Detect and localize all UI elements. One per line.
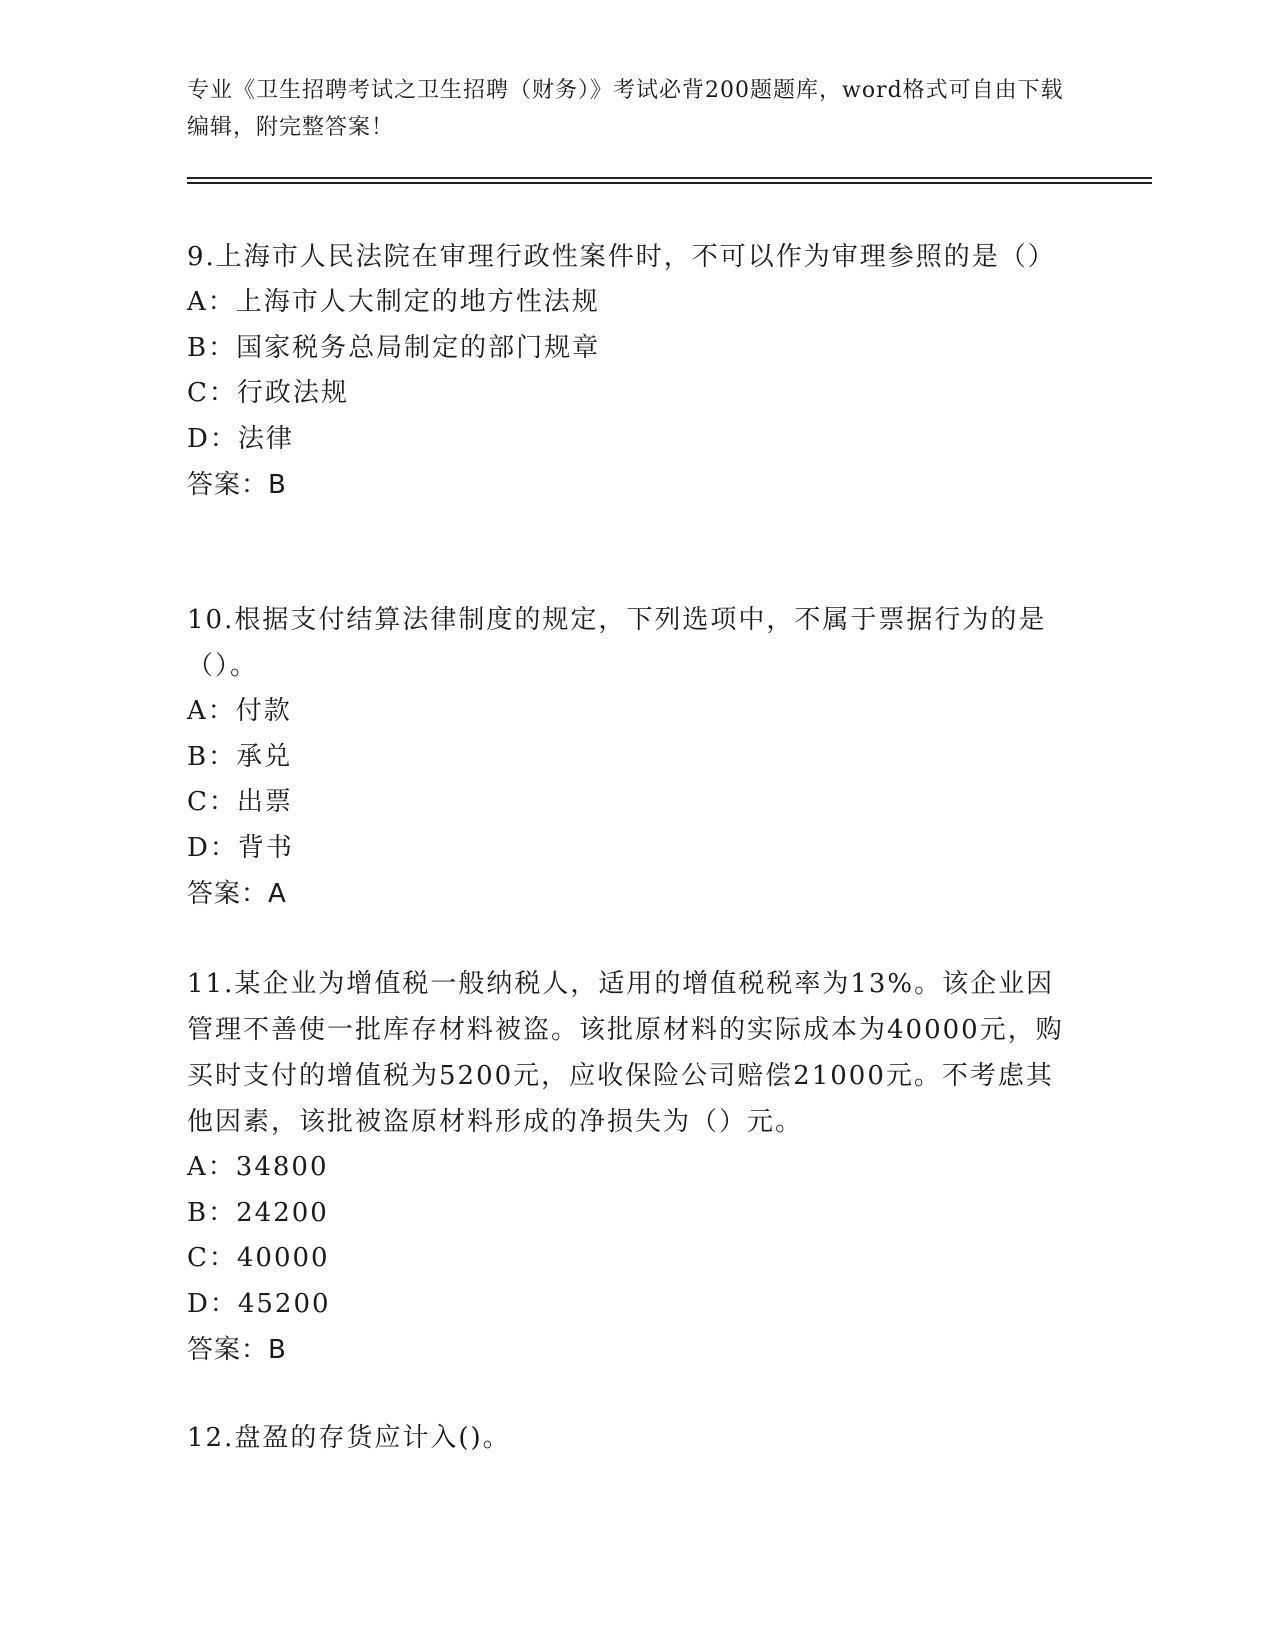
question-text: 10.根据支付结算法律制度的规定，下列选项中，不属于票据行为的是（）。 [187, 605, 1047, 681]
option-b: B：24200 [187, 1197, 329, 1228]
question-11 [187, 961, 1067, 1373]
answer: 答案：B [187, 1335, 287, 1365]
option-a: A：付款 [187, 696, 292, 726]
header-divider-top [187, 177, 1152, 179]
option-c: C：出票 [187, 787, 293, 817]
document-intro: 专业《卫生招聘考试之卫生招聘（财务）》考试必背200题题库，word格式可自由下载编辑，附完整答案！ [187, 78, 1064, 140]
answer: 答案：B [187, 470, 287, 500]
question-text: 12.盘盈的存货应计入()。 [187, 1423, 511, 1453]
option-d: D：法律 [187, 423, 294, 454]
question-text: 9.上海市人民法院在审理行政性案件时，不可以作为审理参照的是（） [187, 242, 1056, 272]
question-text: 11.某企业为增值税一般纳税人，适用的增值税税率为13%。该企业因管理不善使一批库存材料被盗。该批原材料的实际成本为40000元，购买时支付的增值税为5200元，应收保险公司赔偿21000元。不考虑其他因素，该批被盗原材料形成的净损失为（）元。 [187, 969, 1064, 1137]
option-a: A：34800 [187, 1152, 329, 1182]
answer: 答案：A [187, 879, 287, 909]
option-b: B：国家税务总局制定的部门规章 [187, 332, 601, 363]
header-divider-bottom [187, 182, 1152, 184]
option-c: C：行政法规 [187, 378, 349, 408]
question-9 [187, 234, 1067, 508]
option-b: B：承兑 [187, 741, 293, 772]
option-d: D：背书 [187, 832, 294, 863]
option-c: C：40000 [187, 1243, 330, 1273]
option-d: D：45200 [187, 1288, 331, 1319]
option-a: A：上海市人大制定的地方性法规 [187, 287, 600, 317]
question-10 [187, 597, 1067, 917]
question-12 [187, 1415, 1067, 1461]
